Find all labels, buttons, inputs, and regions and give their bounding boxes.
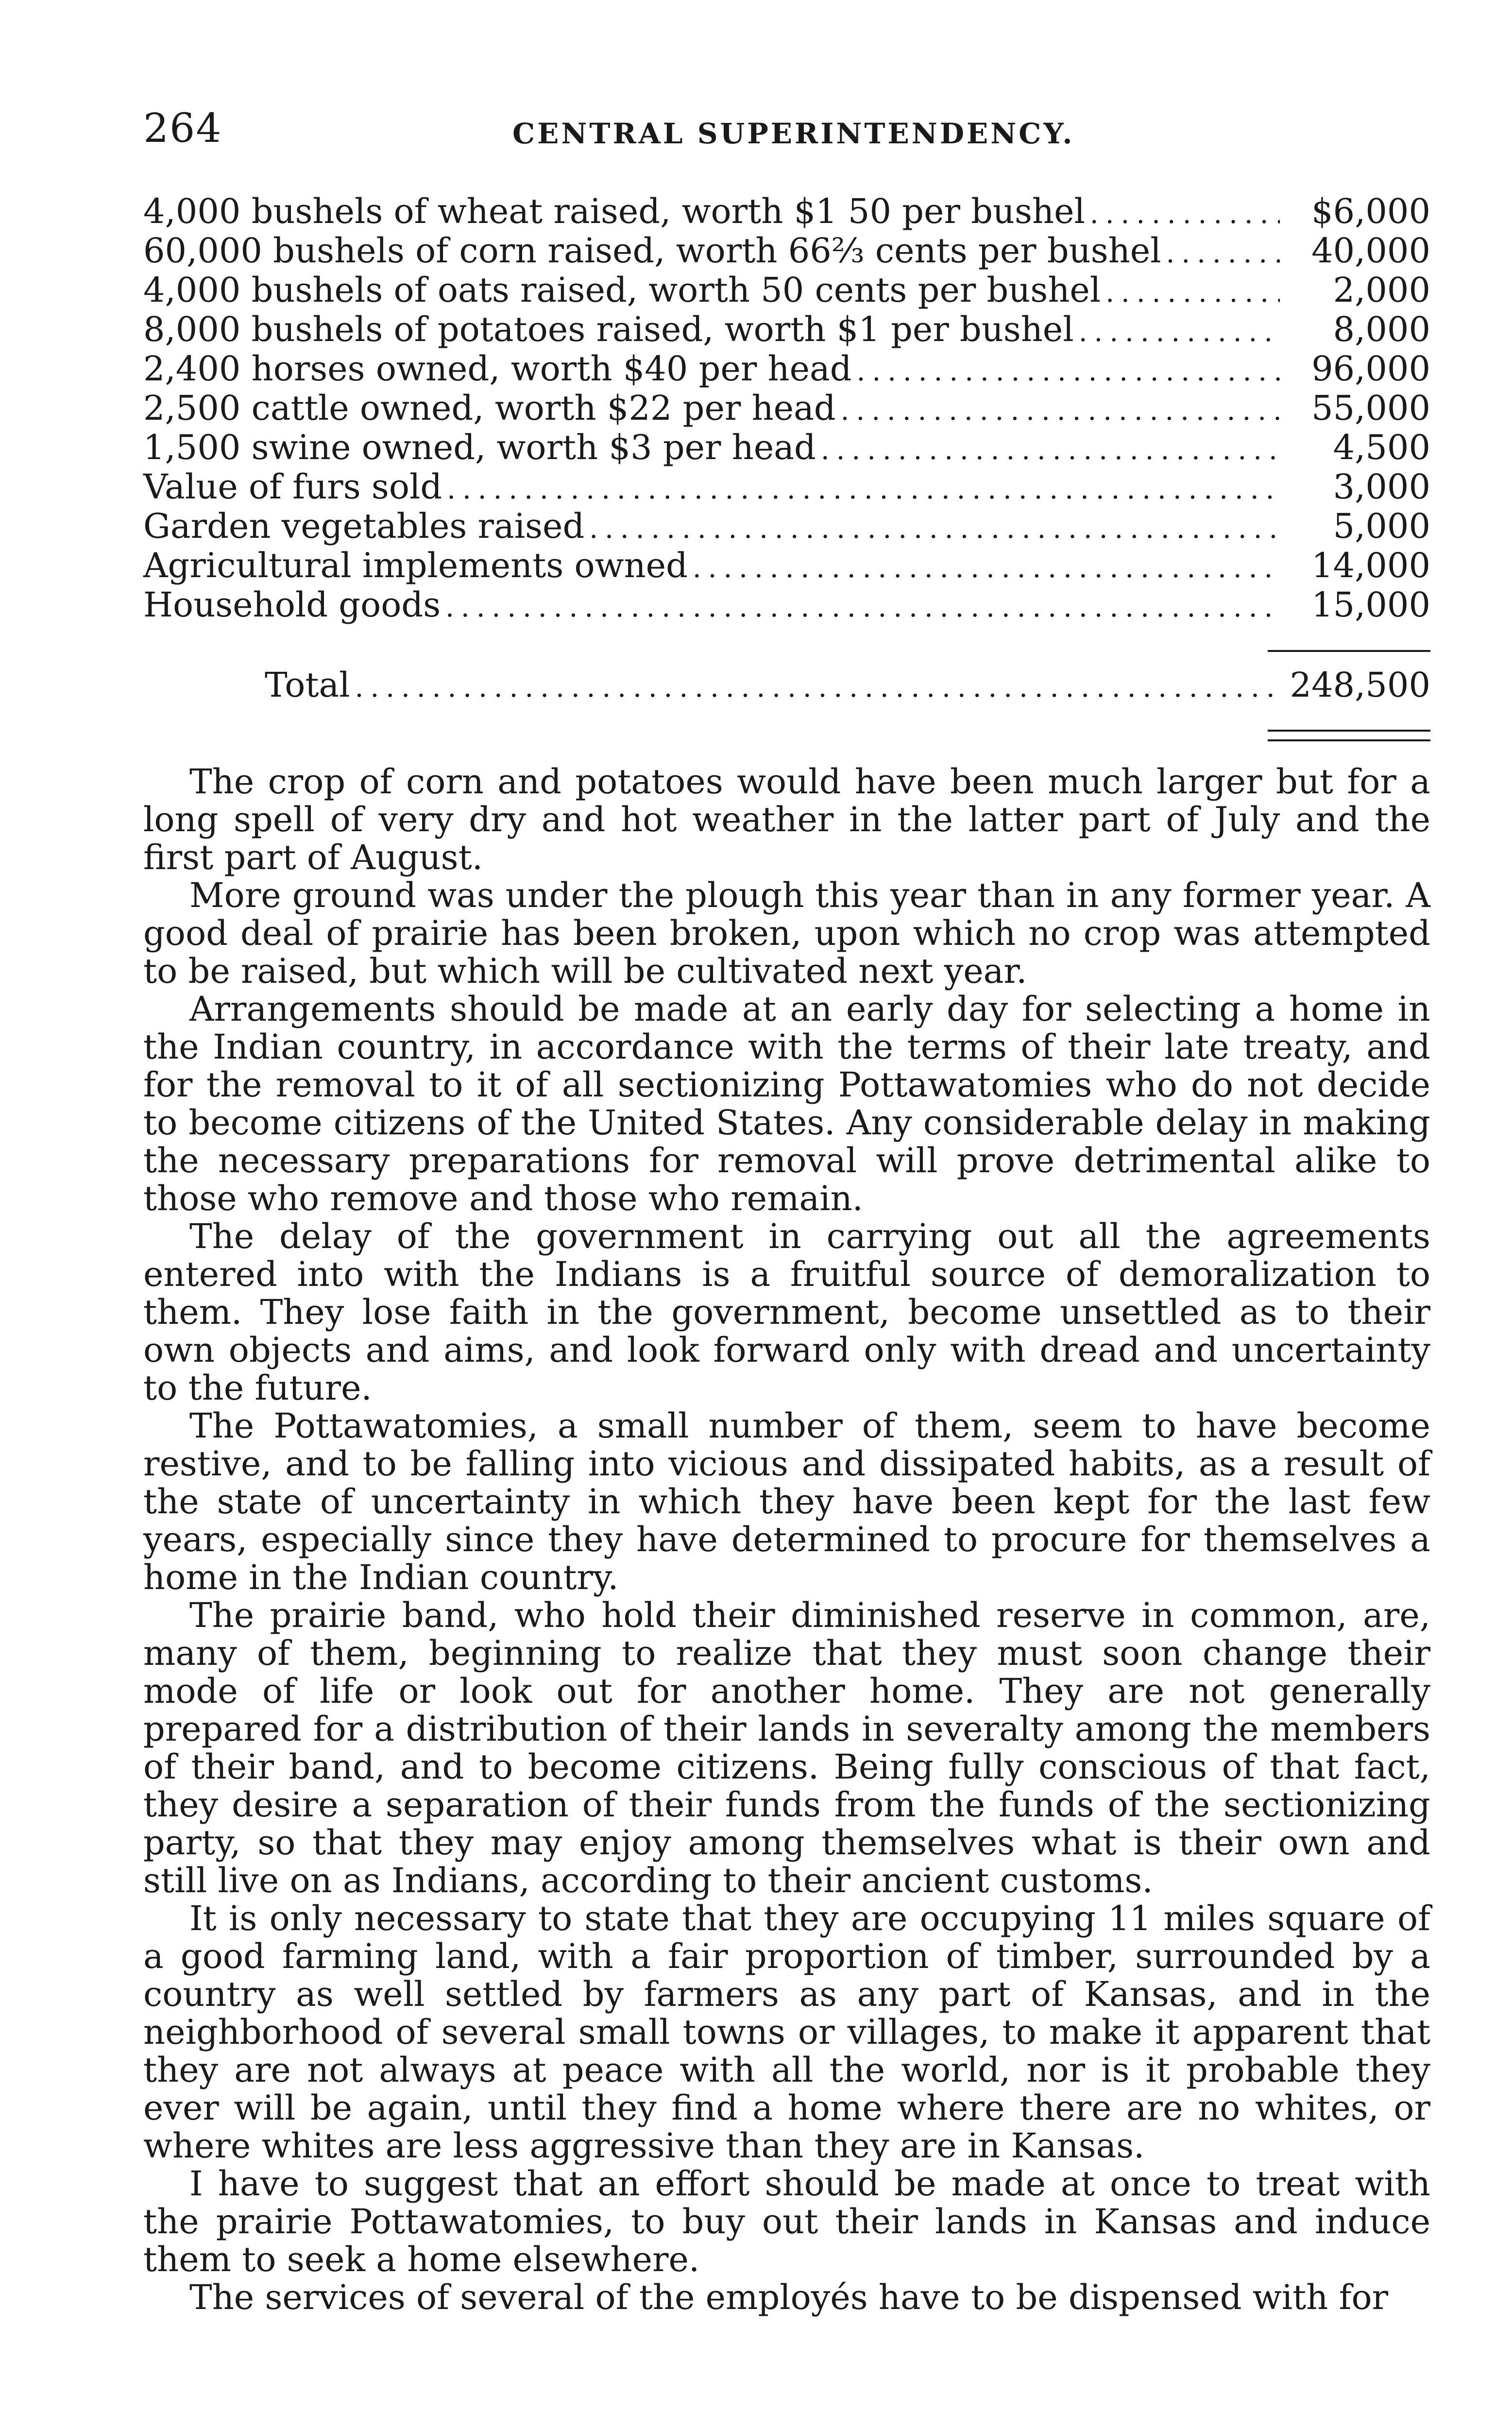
statistics-label: 2,400 horses owned, worth $40 per head bbox=[143, 349, 852, 389]
leader-dots bbox=[1079, 312, 1280, 352]
paragraph: The prairie band, who hold their diminished reserve in common, are, many of them, beginning to realize that they must soon change their mode of life or look out for another home. They are not generally prepared for a distribution of their lands in severalty among the members of their band, and to become citizens. Being fully conscious of that fact, they desire a separation of their funds from the funds of the sectionizing party, so that they may enjoy among themselves what is their own and still live on as Indians, according to their ancient customs. bbox=[143, 1595, 1430, 1900]
statistics-row bbox=[143, 507, 1430, 546]
statistics-row bbox=[143, 271, 1430, 310]
statistics-row bbox=[143, 231, 1430, 271]
paragraph: The services of several of the employés have to be dispensed with for bbox=[189, 2277, 1389, 2317]
paragraph: I have to suggest that an effort should be made at once to treat with the prairie Pottawatomies, to buy out their lands in Kansas and induce them to seek a home elsewhere. bbox=[143, 2164, 1430, 2279]
statistics-label: Agricultural implements owned bbox=[143, 546, 688, 585]
statistics-value: 15,000 bbox=[1311, 585, 1430, 625]
statistics-value: 8,000 bbox=[1333, 309, 1430, 349]
total-value: 248,500 bbox=[1290, 665, 1430, 705]
statistics-label: 2,500 cattle owned, worth $22 per head bbox=[143, 388, 836, 428]
statistics-label: 8,000 bushels of potatoes raised, worth $1 per bushel bbox=[143, 309, 1074, 349]
total-rule-double-1 bbox=[1268, 730, 1430, 732]
statistics-row bbox=[143, 428, 1430, 467]
statistics-value: 55,000 bbox=[1311, 388, 1430, 428]
page-header bbox=[143, 102, 1430, 155]
statistics-value: $6,000 bbox=[1311, 191, 1430, 231]
statistics-row bbox=[143, 546, 1430, 585]
leader-dots bbox=[355, 666, 1280, 710]
leader-dots bbox=[857, 352, 1280, 391]
total-rule-top bbox=[1268, 650, 1430, 652]
total-label: Total bbox=[265, 665, 350, 705]
statistics-row bbox=[143, 192, 1430, 231]
statistics-table bbox=[143, 192, 1430, 625]
running-title: CENTRAL SUPERINTENDENCY. bbox=[512, 117, 1075, 150]
paragraph: It is only necessary to state that they are occupying 11 miles square of a good farming land, with a fair proportion of timber, surrounded by a country as well settled by farmers as any part of Kansas, and in the neighborhood of several small towns or villages, to make it apparent that they are not always at peace with all the world, nor is it probable they ever will be again, until they find a home where there are no whites, or where whites are less aggressive than they are in Kansas. bbox=[143, 1899, 1430, 2166]
page-number: 264 bbox=[143, 105, 222, 152]
statistics-row bbox=[143, 349, 1430, 389]
leader-dots bbox=[693, 548, 1280, 588]
statistics-row bbox=[143, 467, 1430, 507]
body-text bbox=[143, 763, 1430, 2316]
paragraph: The delay of the government in carrying out all the agreements entered into with the Indians is a fruitful source of demoralization to them. They lose faith in the government, become unsettled as to their own objects and aims, and look forward only with dread and uncertainty to the future. bbox=[143, 1216, 1430, 1408]
statistics-value: 2,000 bbox=[1333, 270, 1430, 310]
paragraph: Arrangements should be made at an early day for selecting a home in the Indian country, in accordance with the terms of their late treaty, and for the removal to it of all sectionizing Pottawatomies who do not decide to become citizens of the United States. Any considerable delay in making the necessary preparations for removal will prove detrimental alike to those who remove and those who remain. bbox=[143, 989, 1430, 1218]
statistics-label: 60,000 bushels of corn raised, worth 66⅔ cents per bushel bbox=[143, 231, 1161, 271]
statistics-label: 4,000 bushels of wheat raised, worth $1 50 per bushel bbox=[143, 191, 1085, 231]
statistics-value: 3,000 bbox=[1333, 467, 1430, 507]
leader-dots bbox=[821, 430, 1280, 470]
paragraph: The crop of corn and potatoes would have been much larger but for a long spell of very dry and hot weather in the latter part of July and the first part of August. bbox=[143, 762, 1430, 877]
statistics-row bbox=[143, 310, 1430, 349]
leader-dots bbox=[841, 391, 1280, 430]
paragraph: The Pottawatomies, a small number of them, seem to have become restive, and to be falling into vicious and dissipated habits, as a result of the state of uncertainty in which they have been kept for the last few years, especially since they have determined to procure for themselves a home in the Indian country. bbox=[143, 1406, 1430, 1597]
leader-dots bbox=[447, 470, 1280, 509]
statistics-label: Garden vegetables raised bbox=[143, 506, 585, 546]
leader-dots bbox=[589, 509, 1280, 548]
total-row bbox=[265, 663, 1430, 707]
statistics-label: 1,500 swine owned, worth $3 per head bbox=[143, 428, 816, 467]
paragraph: More ground was under the plough this year than in any former year. A good deal of prairie has been broken, upon which no crop was attempted to be raised, but which will be cultivated next year. bbox=[143, 875, 1430, 991]
statistics-label: 4,000 bushels of oats raised, worth 50 cents per bushel bbox=[143, 270, 1101, 310]
statistics-value: 4,500 bbox=[1333, 428, 1430, 467]
leader-dots bbox=[1090, 194, 1280, 234]
statistics-label: Household goods bbox=[143, 585, 441, 625]
total-rule-double-2 bbox=[1268, 739, 1430, 741]
statistics-value: 40,000 bbox=[1311, 231, 1430, 271]
statistics-row bbox=[143, 585, 1430, 625]
statistics-value: 96,000 bbox=[1311, 349, 1430, 389]
statistics-label: Value of furs sold bbox=[143, 467, 442, 507]
leader-dots bbox=[1105, 273, 1280, 312]
statistics-value: 5,000 bbox=[1333, 506, 1430, 546]
leader-dots bbox=[1166, 234, 1280, 273]
leader-dots bbox=[445, 588, 1280, 627]
statistics-row bbox=[143, 389, 1430, 428]
statistics-value: 14,000 bbox=[1311, 546, 1430, 585]
